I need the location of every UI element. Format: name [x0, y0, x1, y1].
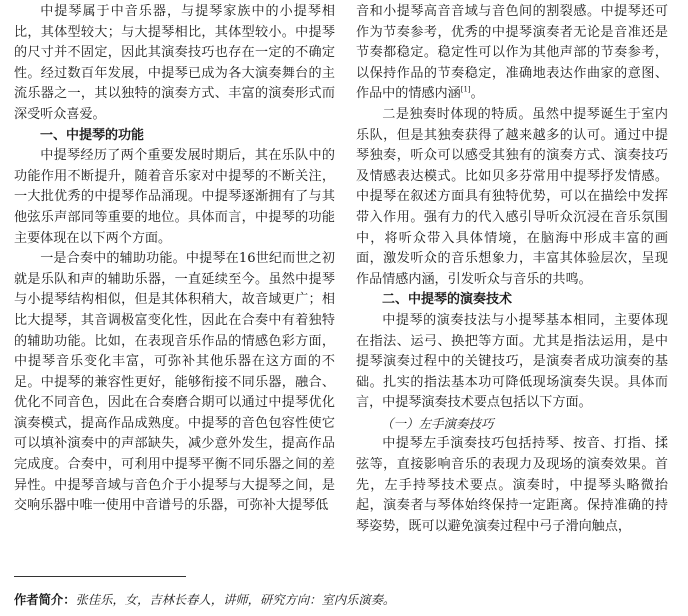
- section-2-heading: 二、中提琴的演奏技术: [382, 292, 513, 308]
- continuation-text: 音和小提琴高音音域与音色间的割裂感。中提琴还可作为节奏参考，优秀的中提琴演奏者无论是音准还是节奏都稳定。稳定性可以作为其他声部的节奏参考，以保持作品的节奏稳定，准确地表达作曲家的意图、作品中的情感内涵: [356, 4, 668, 102]
- section-2-paragraph: 中提琴的演奏技法与小提琴基本相同，主要体现在指法、运弓、换把等方面。尤其是指法运用，是中提琴演奏过程中的关键技巧，是演奏者成功演奏的基础。扎实的指法基本功可降低现场演奏失误。具体而言，中提琴演奏技术要点包括以下方面。: [356, 312, 668, 411]
- section-1-heading: 一、中提琴的功能: [40, 127, 145, 143]
- right-column: [356, 0, 668, 537]
- continuation-end: 。: [470, 86, 484, 102]
- footnote-label: 作者简介：: [14, 593, 76, 607]
- function-1-paragraph: 一是合奏中的辅助功能。中提琴在16世纪而世之初就是乐队和声的辅助乐器，一直延续至今。虽然中提琴与小提琴结构相似，但是其体积稍大，故音域更广；相比大提琴，其音调极富变化性，因此在合奏中有着独特的辅助功能。比如，在表现音乐作品的情感色彩方面，中提琴音乐变化丰富，可弥补其他乐器在这方面的不足。中提琴的兼容性更好，能够衔接不同乐器，融合、优化不同音色，因此在合奏磨合期可以通过中提琴优化演奏模式，提高作品成熟度。中提琴的音色包容性使它可以填补演奏中的声部缺失，减少意外发生，提高作品完成度。合奏中，可利用中提琴平衡不同乐器之间的差异性。中提琴音域与音色介于小提琴与大提琴之间，是交响乐器中唯一使用中音谱号的乐器，可弥补大提琴低: [14, 251, 335, 514]
- intro-paragraph: 中提琴属于中音乐器，与提琴家族中的小提琴相比，其体型较大；与大提琴相比，其体型较小。中提琴的尺寸并不固定，因此其演奏技巧也存在一定的不确定性。经过数百年发展，中提琴已成为各大演奏舞台的主流乐器之一，其以独特的演奏方式、丰富的演奏形式而深受听众喜爱。: [14, 4, 335, 122]
- author-footnote: [14, 591, 674, 609]
- footnote-text: 张佳乐，女，吉林长春人，讲师，研究方向：室内乐演奏。: [75, 593, 396, 607]
- reference-mark: [1]: [460, 86, 471, 95]
- function-2-paragraph: 二是独奏时体现的特质。虽然中提琴诞生于室内乐队，但是其独奏获得了越来越多的认可。通过中提琴独奏，听众可以感受其独有的演奏方式、演奏技巧及情感表达模式。比如贝多芬常用中提琴抒发情感。中提琴在叙述方面具有独特优势，可以在描绘中发挥带入作用。强有力的代入感引导听众沉浸在音乐氛围中，将听众带入具体情境，在脑海中形成丰富的画面，激发听众的音乐想象力，丰富其体验层次，呈现作品情感内涵，引发听众与音乐的共鸣。: [356, 106, 668, 287]
- footnote-divider: [14, 576, 186, 577]
- subsection-1-heading: （一）左手演奏技巧: [381, 415, 494, 431]
- left-column: [14, 0, 335, 517]
- subsection-1-paragraph: 中提琴左手演奏技巧包括持琴、按音、打指、揉弦等，直接影响音乐的表现力及现场的演奏效果。首先，左手持琴技术要点。演奏时，中提琴头略微抬起，演奏者与琴体始终保持一定距离。保持准确的持琴姿势，既可以避免演奏过程中弓子滑向触点，: [356, 436, 668, 534]
- continuation-paragraph: [356, 2, 668, 105]
- section-1-paragraph: 中提琴经历了两个重要发展时期后，其在乐队中的功能作用不断提升，随着音乐家对中提琴的不断关注，一大批优秀的中提琴作品涌现。中提琴逐渐拥有了与其他弦乐声部同等重要的地位。具体而言，中提琴的功能主要体现在以下两个方面。: [14, 148, 335, 246]
